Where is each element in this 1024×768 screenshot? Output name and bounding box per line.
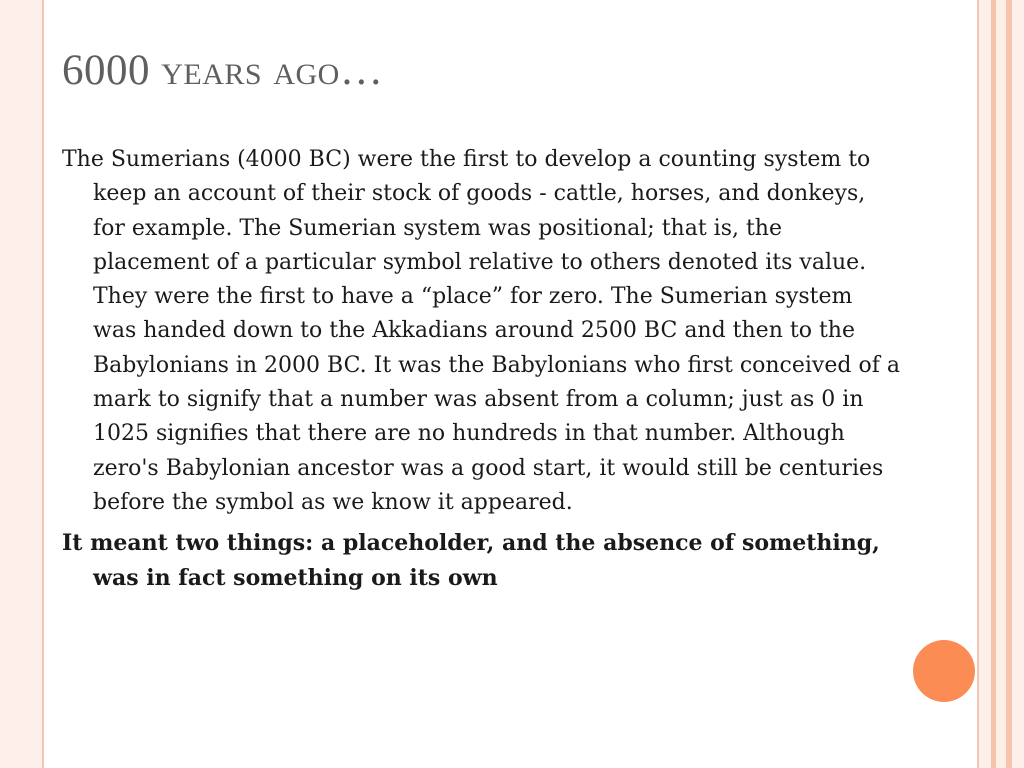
- right-border-panel: [1012, 0, 1024, 768]
- right-border-panel: [996, 0, 1006, 768]
- decorative-circle-icon: [913, 640, 975, 702]
- body-paragraph: The Sumerians (4000 BC) were the first to develop a counting system to keep an account of their stock of goods - cattle, horses, and donkeys, for example. The Sumerian system was positional; that is, the placement of a particular symbol relative to others denoted its value. They were the first to have a “place” for zero. The Sumerian system was handed down to the Akkadians around 2500 BC and then to the Babylonians in 2000 BC. It was the Babylonians who first conceived of a mark to signify that a number was absent from a column; just as 0 in 1025 signifies that there are no hundreds in that number. Although zero's Babylonian ancestor was a good start, it would still be centuries before the symbol as we know it appeared.: [62, 147, 900, 515]
- left-border-panel: [0, 0, 42, 768]
- slide-body: [62, 143, 902, 595]
- slide-title: 6000 years ago…: [62, 47, 384, 94]
- left-border-line: [42, 0, 44, 768]
- right-border-panel: [979, 0, 991, 768]
- body-paragraph-bold: It meant two things: a placeholder, and the absence of something, was in fact something on its own: [62, 530, 880, 591]
